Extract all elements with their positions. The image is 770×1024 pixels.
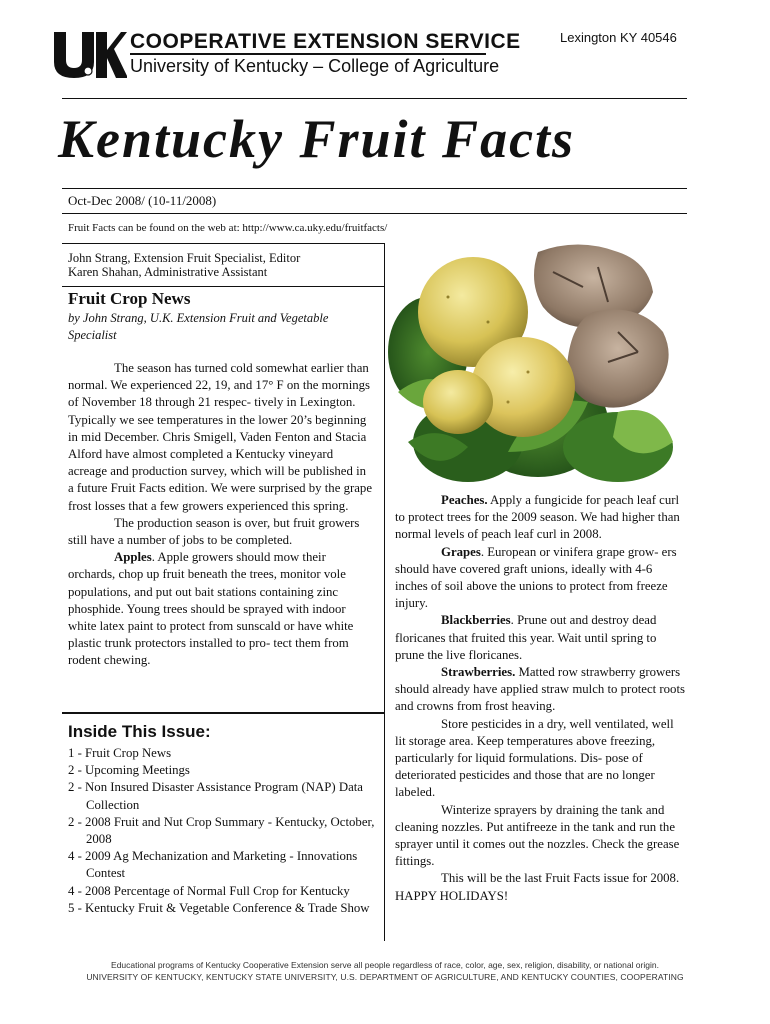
strawberries-text: Matted row strawberry growers should already have applied straw mulch to protect roots and crowns from frost heaving. <box>395 665 685 714</box>
paragraph-sprayers: Winterize sprayers by draining the tank and cleaning nozzles. Put antifreeze in the tank and run the sprayer until it comes out the nozzles. Check the grease fittings. <box>395 802 680 869</box>
article-byline: by John Strang, U.K. Extension Fruit and Vegetable Specialist <box>68 311 329 342</box>
list-item: 4 - 2008 Percentage of Normal Full Crop for Kentucky <box>68 883 350 898</box>
fruit-photo <box>388 242 686 484</box>
editors-divider <box>62 286 384 287</box>
blackberries-lead: Blackberries <box>441 613 511 628</box>
issue-date: Oct-Dec 2008/ (10-11/2008) <box>68 193 217 208</box>
header-divider <box>62 98 687 99</box>
apples-text: . Apple growers should mow their orchards, chop up fruit beneath the trees, monitor vole populations, and put out bait stations containing zinc phosphide. Young trees should be sprayed with indoor white latex paint to protect from sunscald or have white plastic trunk protectors installed to pro- tect them from rodent chewing. <box>68 550 354 668</box>
list-item: 1 - Fruit Crop News <box>68 746 172 760</box>
inside-issue-list <box>68 745 388 917</box>
paragraph-apples <box>68 549 373 669</box>
paragraph-peaches <box>395 492 685 544</box>
org-subtitle: University of Kentucky – College of Agriculture <box>130 56 500 76</box>
paragraph-pesticides: Store pesticides in a dry, well ventilated, well lit storage area. Keep temperatures above freezing, particularly for liquid formulations. Dis- pose of deteriorated pesticides and those that are no longer labeled. <box>395 716 674 800</box>
title-divider <box>62 188 687 189</box>
article-title: Fruit Crop News <box>68 289 191 308</box>
paragraph-blackberries <box>395 612 685 664</box>
peaches-lead: Peaches. <box>441 493 488 507</box>
address: Lexington KY 40546 <box>560 30 677 45</box>
grapes-lead: Grapes <box>441 544 481 559</box>
uk-logo <box>52 30 127 78</box>
paragraph-strawberries <box>395 664 685 716</box>
blackberries-text: . Prune out and destroy dead floricanes that fruited this year. Wait until spring to prune the live floricanes. <box>395 613 657 662</box>
paragraph-production: The production season is over, but fruit growers still have a number of jobs to be completed. <box>68 515 360 548</box>
article-body-left <box>68 360 373 670</box>
inside-issue-title: Inside This Issue: <box>68 722 211 741</box>
paragraph-grapes <box>395 544 685 613</box>
article-body-right <box>395 492 685 905</box>
apples-lead: Apples <box>114 550 152 565</box>
date-divider <box>62 213 687 214</box>
org-name-rule <box>130 53 486 55</box>
footer-cooperating: UNIVERSITY OF KENTUCKY, KENTUCKY STATE UNIVERSITY, U.S. DEPARTMENT OF AGRICULTURE, AND KENTUCKY COUNTIES, COOPERATING <box>86 972 684 982</box>
list-item: 2 - Upcoming Meetings <box>68 763 190 778</box>
newsletter-title: Kentucky Fruit Facts <box>58 109 576 169</box>
editor-line: John Strang, Extension Fruit Specialist, Editor <box>68 251 301 265</box>
grapes-text: . European or vinifera grape grow- ers should have covered graft unions, ideally with 4-6 inches of soil above the unions to protect from freeze injury. <box>395 544 677 611</box>
list-item: 2 - Non Insured Disaster Assistance Program (NAP) Data Collection <box>68 780 363 812</box>
web-note: Fruit Facts can be found on the web at: http://www.ca.uky.edu/fruitfacts/ <box>68 222 388 234</box>
strawberries-lead: Strawberries. <box>441 665 516 680</box>
list-item: 2 - 2008 Fruit and Nut Crop Summary - Kentucky, October, 2008 <box>68 814 375 847</box>
list-item: 4 - 2009 Ag Mechanization and Marketing - Innovations Contest <box>68 849 358 881</box>
paragraph-season: The season has turned cold somewhat earlier than normal. We experienced 22, 19, and 17° F on the mornings of November 18 through 21 respec- tively in Lexington. Typically we see temperatures in the lower 20’s beginning in mid December. Chris Smigell, Vaden Fenton and Stacia Alford have almost completed a Kentucky vineyard acreage and production survey, which will be published in a future Fruit Facts edition. We were surprised by the grape frost losses that a few growers experienced this spring. <box>68 361 372 513</box>
paragraph-closing: This will be the last Fruit Facts issue for 2008. HAPPY HOLIDAYS! <box>395 871 680 903</box>
assistant-line: Karen Shahan, Administrative Assistant <box>68 265 268 279</box>
org-name: COOPERATIVE EXTENSION SERVICE <box>130 30 521 53</box>
peaches-text: Apply a fungicide for peach leaf curl to protect trees for the 2009 season. We had higher than normal levels of peach leaf curl in 2008. <box>395 493 680 542</box>
list-item: 5 - Kentucky Fruit & Vegetable Conference & Trade Show <box>68 900 370 915</box>
footer-statement: Educational programs of Kentucky Cooperative Extension serve all people regardless of race, color, age, sex, religion, disability, or national origin. <box>111 960 659 970</box>
